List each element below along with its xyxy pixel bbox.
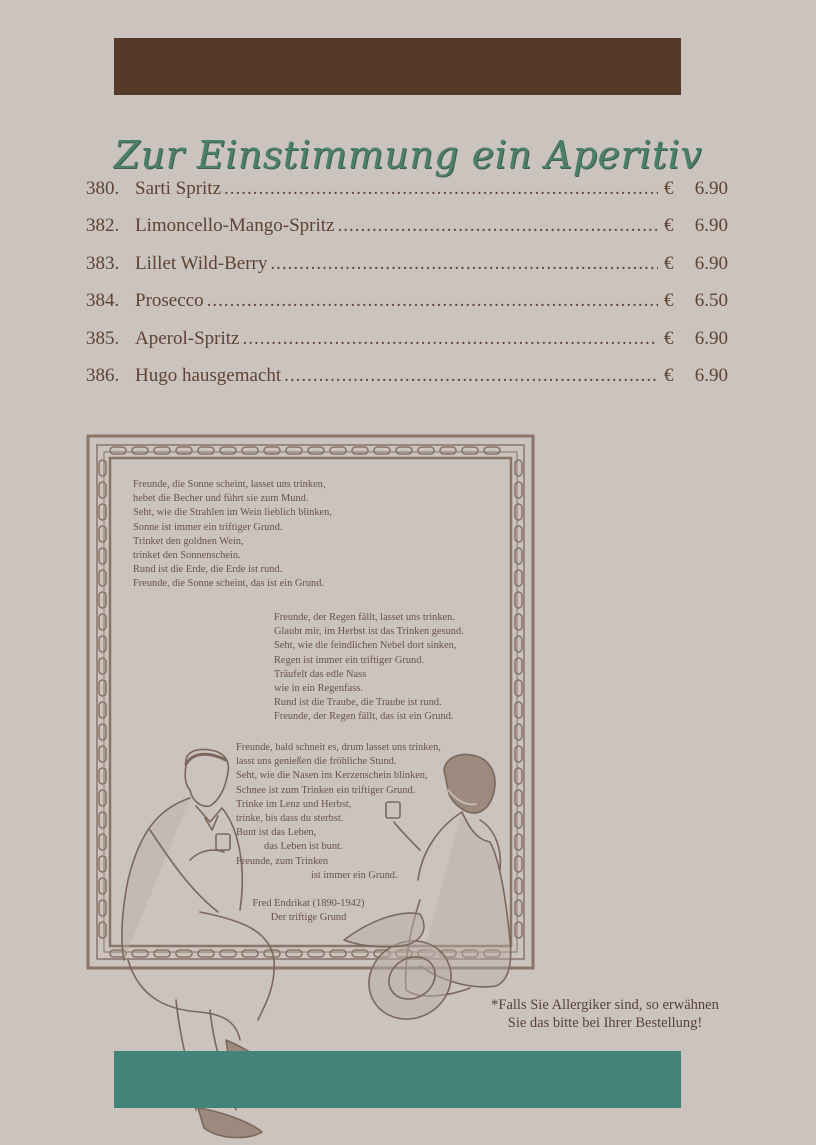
- poem-line: Freunde, der Regen fällt, das ist ein Grund.: [274, 711, 454, 723]
- poem-line: hebet die Becher und führt sie zum Mund.: [133, 493, 309, 505]
- poem-author: Fred Endrikat (1890-1942): [252, 898, 365, 909]
- poem-stanza-2: [274, 611, 464, 725]
- poem-line: Freunde, zum Trinken: [236, 855, 329, 867]
- item-number: 385.: [86, 327, 120, 349]
- poem-line: wie in ein Regenfass.: [274, 683, 363, 695]
- item-currency: €: [664, 215, 674, 237]
- allergy-note-line: *Falls Sie Allergiker sind, so erwähnen: [491, 997, 719, 1013]
- bottom-color-band: [114, 1051, 681, 1108]
- item-name: Prosecco: [135, 290, 204, 312]
- poem-line: Glaubt mir, im Herbst ist das Trinken gesund.: [274, 626, 464, 638]
- poem-line: trinke, bis dass du sterbst.: [236, 813, 344, 825]
- item-price: 6.90: [694, 178, 728, 199]
- poem-line: Schnee ist zum Trinken ein triftiger Grund.: [236, 784, 416, 796]
- menu-section-heading: Zur Einstimmung ein Aperitiv: [113, 133, 703, 178]
- item-currency: €: [664, 252, 674, 274]
- item-number: 386.: [86, 364, 120, 386]
- poem-line: Rund ist die Traube, die Traube ist rund.: [274, 697, 442, 709]
- item-price: 6.90: [694, 252, 728, 274]
- item-name: Aperol-Spritz: [135, 327, 240, 349]
- item-price: 6.90: [694, 215, 728, 237]
- allergy-note: [470, 996, 740, 1032]
- poem-line: Rund ist die Erde, die Erde ist rund.: [133, 564, 283, 576]
- poem-line: Träufelt das edle Nass: [274, 668, 367, 680]
- item-number: 383.: [86, 252, 120, 274]
- poem-line: Regen ist immer ein triftiger Grund.: [274, 654, 425, 666]
- poem-line: Seht, wie die Nasen im Kerzenschein blinken,: [236, 770, 428, 782]
- item-number: 384.: [86, 290, 120, 312]
- item-name: Hugo hausgemacht: [135, 364, 282, 386]
- poem-line: trinket den Sonnenschein.: [133, 550, 241, 562]
- poem-line: Seht, wie die Strahlen im Wein lieblich blinken,: [133, 507, 332, 519]
- item-name: Sarti Spritz: [135, 178, 222, 199]
- item-price: 6.90: [694, 327, 728, 349]
- allergy-note-line: Sie das bitte bei Ihrer Bestellung!: [507, 1015, 703, 1031]
- item-currency: €: [664, 290, 674, 312]
- item-name: Limoncello-Mango-Spritz: [135, 215, 335, 237]
- item-currency: €: [664, 178, 674, 199]
- poem-line: Bunt ist das Leben,: [236, 827, 317, 839]
- poem-stanza-1: [133, 478, 332, 592]
- item-number: 380.: [86, 178, 120, 199]
- poem-line: Freunde, bald schneit es, drum lasset uns trinken,: [236, 742, 441, 753]
- poem-line: das Leben ist bunt.: [264, 841, 343, 853]
- poem-attribution: [236, 897, 381, 925]
- poem-line: Freunde, die Sonne scheint, lasset uns trinken,: [133, 479, 326, 490]
- poem-line: Freunde, die Sonne scheint, das ist ein Grund.: [133, 578, 325, 590]
- poem-title: Der triftige Grund: [270, 912, 347, 924]
- item-price: 6.50: [694, 290, 728, 312]
- poem-line: Freunde, der Regen fällt, lasset uns trinken.: [274, 612, 455, 623]
- item-currency: €: [664, 327, 674, 349]
- poem-stanza-3: [236, 741, 441, 883]
- item-name: Lillet Wild-Berry: [135, 252, 268, 274]
- poem-line: Trinke im Lenz und Herbst,: [236, 798, 352, 810]
- poem-line: Seht, wie die feindlichen Nebel dort sinken,: [274, 640, 457, 652]
- poem-line: lasst uns genießen die fröhliche Stund.: [236, 756, 397, 768]
- poem-line: Sonne ist immer ein triftiger Grund.: [133, 521, 283, 533]
- item-currency: €: [664, 364, 674, 386]
- item-number: 382.: [86, 215, 120, 237]
- poem-line: Trinket den goldnen Wein,: [133, 535, 244, 547]
- item-price: 6.90: [694, 364, 728, 386]
- poem-line: ist immer ein Grund.: [311, 869, 398, 881]
